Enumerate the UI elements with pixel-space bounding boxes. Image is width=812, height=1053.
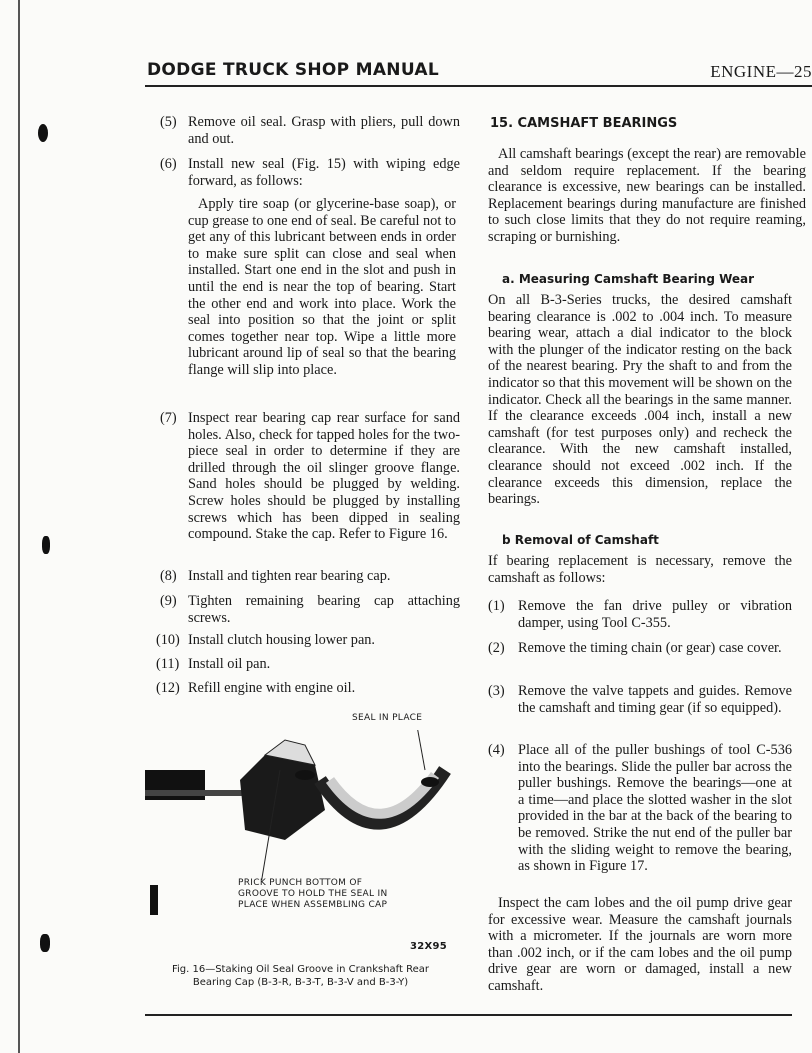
step-5 — [160, 114, 460, 147]
binding-line — [18, 0, 20, 1053]
subheading-b: b Removal of Camshaft — [502, 533, 659, 547]
subheading-a: a. Measuring Camshaft Bearing Wear — [502, 272, 755, 286]
step-11 — [156, 656, 460, 673]
step-text: Refill engine with engine oil. — [188, 680, 356, 696]
step-text: Install and tighten rear bearing cap. — [188, 568, 391, 584]
paragraph-b: If bearing replacement is necessary, remove the camshaft as follows: — [488, 553, 792, 586]
step-number: (11) — [156, 656, 180, 672]
step-number: (2) — [488, 640, 505, 656]
label-seal-in-place: SEAL IN PLACE — [352, 713, 423, 723]
step-12 — [156, 680, 460, 697]
removal-step-2 — [488, 640, 792, 657]
punch-hole — [38, 124, 48, 142]
removal-step-4 — [488, 742, 792, 875]
paragraph-a: On all B-3-Series trucks, the desired camshaft bearing clearance is .002 to .004 inch. To measure bearing wear, attach a dial indicator to the block with the plunger of the indicator resting on the back of the nearest bearing. Pry the shaft to and from the indicator so that this movement will be shown on the indicator. Check all the bearings in the same manner. If the clearance exceeds .004 inch, install a new camshaft (for test purposes only) and recheck the clearance. With the new camshaft installed, clearance should not exceed .002 inch. If the clearance exceeds this dimension, replace the bearings. — [488, 292, 792, 508]
step-text: Install clutch housing lower pan. — [188, 632, 376, 648]
header-rule — [145, 85, 812, 87]
section-heading: 15. CAMSHAFT BEARINGS — [490, 116, 678, 131]
closing-paragraph: Inspect the cam lobes and the oil pump drive gear for excessive wear. Measure the camshaft journals with a micrometer. If the journals are worn more than .002 inch, or if the cam lobes and the oil pump drive gear are worn or damaged, install a new camshaft. — [488, 895, 792, 994]
bearing-cap-photo — [145, 730, 465, 880]
step-text: Tighten remaining bearing cap attaching screws. — [188, 593, 460, 626]
step-number: (3) — [488, 683, 505, 699]
step-10 — [156, 632, 460, 649]
punch-hole — [40, 934, 50, 952]
step-text: Remove the timing chain (or gear) case cover. — [518, 640, 782, 656]
step-number: (12) — [156, 680, 180, 696]
section-page: ENGINE—25 — [710, 62, 812, 81]
step-6 — [160, 156, 460, 189]
step-text: Place all of the puller bushings of tool C-536 into the bearings. Slide the puller bar across the puller bushings. Remove the bearings—one at a time—and place the slotted washer in the slot provided in the bar at the back of the bearing to be removed. Strike the nut end of the puller bar with the sliding weight to remove the bearing, as shown in Figure 17. — [518, 742, 792, 875]
step-text: Remove oil seal. Grasp with pliers, pull down and out. — [188, 114, 460, 147]
step-8 — [160, 568, 460, 585]
step-number: (6) — [160, 156, 177, 172]
caption-line-2: Bearing Cap (B-3-R, B-3-T, B-3-V and B-3-Y) — [192, 977, 409, 988]
label-prick-punch: PRICK PUNCH BOTTOM OF GROOVE TO HOLD THE SEAL IN PLACE WHEN ASSEMBLING CAP — [238, 878, 388, 910]
step-number: (1) — [488, 598, 505, 614]
caption-line-1: Fig. 16—Staking Oil Seal Groove in Crankshaft Rear — [171, 964, 430, 975]
intro-paragraph: All camshaft bearings (except the rear) are removable and seldom require replacement. If the bearing clearance is excessive, new bearings can be installed. Replacement bearings during manufacture are finished to such close limits that they do not require reaming, scraping or burnishing. — [488, 146, 806, 245]
step-text: Inspect rear bearing cap rear surface for sand holes. Also, check for tapped holes for the two-piece seal in order to determine if they are drilled through the oil slinger groove flange. Sand holes should be plugged by welding. Screw holes should be plugged by installing screws which has been dipped in sealing compound. Stake the cap. Refer to Figure 16. — [188, 410, 460, 543]
manual-title: DODGE TRUCK SHOP MANUAL — [147, 60, 439, 80]
step-number: (4) — [488, 742, 505, 758]
figure-code: 32X95 — [410, 941, 448, 952]
removal-step-1 — [488, 598, 792, 631]
photo-fragment — [150, 885, 158, 915]
figure-caption — [143, 963, 458, 989]
step-number: (9) — [160, 593, 177, 609]
step-text: Remove the valve tappets and guides. Remove the camshaft and timing gear (if so equipped). — [518, 683, 792, 716]
step-9 — [160, 593, 460, 626]
step-number: (8) — [160, 568, 177, 584]
step-text: Install oil pan. — [188, 656, 271, 672]
step-text: Remove the fan drive pulley or vibration damper, using Tool C-355. — [518, 598, 792, 631]
removal-step-3 — [488, 683, 792, 716]
step-number: (7) — [160, 410, 177, 426]
step-text: Install new seal (Fig. 15) with wiping edge forward, as follows: — [188, 156, 460, 189]
step-number: (5) — [160, 114, 177, 130]
footer-rule — [145, 1014, 792, 1016]
step-7 — [160, 410, 460, 543]
punch-hole — [42, 536, 50, 554]
step-6-detail: Apply tire soap (or glycerine-base soap), or cup grease to one end of seal. Be careful not to get any of this lubricant between ends in order to make sure split can close and seal when installed. Start one end in the slot and push in until the end is near the top of bearing. Start the other end and work into place. Work the seal into position so that the joint or split comes together near top. Wipe a little more lubricant around lip of seal so that the bearing flange will slip into place. — [188, 196, 456, 378]
step-number: (10) — [156, 632, 180, 648]
